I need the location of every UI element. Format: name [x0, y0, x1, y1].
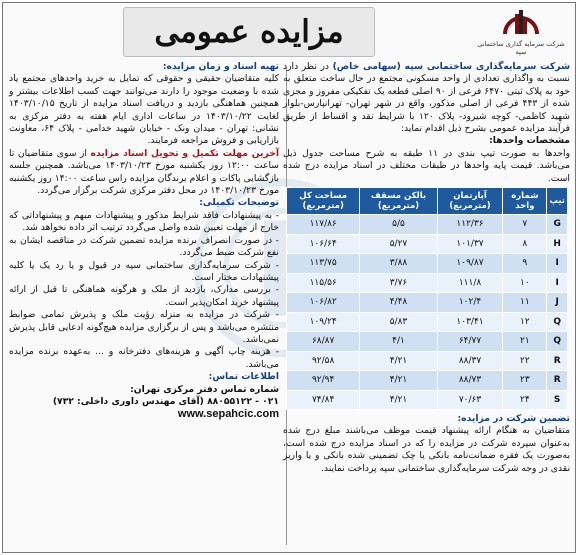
- cell-total: ۱۰۶/۶۴: [287, 234, 360, 254]
- cell-type: Q: [547, 312, 568, 332]
- cell-apt: ۱۱۱/۸: [437, 273, 503, 293]
- table-row: [287, 371, 568, 391]
- guarantee-text: متقاضیان به هنگام ارائه پیشنهاد قیمت موظف می‌باشند مبلغ درج شده به‌عنوان سپرده شرکت در مزایده را که در اسناد مزایده درج شده است، به‌صورت یک فقره ضمانت‌نامه بانکی یا چک تضمینی شده بانکی و یا واریز نقدی در وجه شرکت سرمایه‌گذاری ساختمانی سپه پرداخت نمایند.: [283, 425, 570, 474]
- cell-apt: ۱۱۲/۳۶: [437, 215, 503, 235]
- cell-unit: ۱۱: [503, 293, 547, 313]
- cell-balcony: ۵/۲۷: [360, 234, 437, 254]
- note-item: - بررسی مدارک، بازدید از ملک و هرگونه هماهنگی تا قبل از ارائه پیشنهاد خرید امکان‌پذیر است.: [9, 284, 279, 308]
- table-row: [287, 273, 568, 293]
- cell-type: R: [547, 351, 568, 371]
- cell-apt: ۱۰۹/۸۷: [437, 254, 503, 274]
- cell-unit: ۲۴: [503, 390, 547, 410]
- table-row: [287, 312, 568, 332]
- cell-unit: ۲۱: [503, 332, 547, 352]
- cell-apt: ۱۰۳/۴۱: [437, 312, 503, 332]
- col-total-area: مساحت کل (مترمربع): [287, 188, 360, 215]
- cell-balcony: ۴/۲۱: [360, 390, 437, 410]
- table-row: [287, 351, 568, 371]
- cell-unit: ۱۲: [503, 312, 547, 332]
- cell-balcony: ۴/۴۸: [360, 293, 437, 313]
- guarantee-heading: تضمین شرکت در مزایده:: [457, 413, 570, 425]
- note-item: - شرکت در مزایده به منزله رؤیت ملک و پذیرش تمامی ضوابط منتشره می‌باشد و پس از برگزاری مزایده هیچ‌گونه ادعایی قابل پذیرش نمی‌باشد.: [9, 309, 279, 345]
- company-emblem-icon: [501, 6, 541, 36]
- note-item: - شرکت سرمایه‌گذاری ساختمانی سپه در قبول و یا رد یک یا کلیه پیشنهادات مختار است.: [9, 259, 279, 283]
- deadline-paragraph: [9, 148, 279, 198]
- cell-type: G: [547, 215, 568, 235]
- table-row: [287, 234, 568, 254]
- cell-balcony: ۵/۵: [360, 215, 437, 235]
- cell-apt: ۶۴/۷۷: [437, 332, 503, 352]
- cell-type: J: [547, 293, 568, 313]
- cell-type: H: [547, 234, 568, 254]
- units-table-header: [287, 188, 568, 215]
- cell-unit: ۱۰: [503, 273, 547, 293]
- col-unit-number: شماره واحد: [503, 188, 547, 215]
- cell-type: Q: [547, 332, 568, 352]
- table-row: [287, 293, 568, 313]
- note-item: - هزینه چاپ آگهی و هزینه‌های دفترخانه و ... به‌عهده برنده مزایده می‌باشد.: [9, 346, 279, 370]
- specs-text: واحدها به صورت تیپ بندی در ۱۱ طبقه به شرح مساحت جدول ذیل می‌باشد. قیمت پایه واحدها در طبقات مختلف در اسناد مزایده درج شده است.: [283, 147, 571, 184]
- company-logo: [473, 6, 569, 60]
- cell-total: ۱۱۳/۷۵: [287, 254, 360, 274]
- intro-body: در نظر دارد نسبت به واگذاری تعدادی از واحد مسکونی مجتمع در حال ساخت متعلق به خود به پلاک ثبتی ۶۴۷۰ فرعی از ۹۰ اصلی قطعه یک تفکیکی مفروز و مجزی شده از ۴۴۳ فرعی از اصلی مذکور، واقع در شهر تهران- تهرانپارس-بلوار شهید کاظمی- کوچه شیرود- پلاک ۱۲۰ با شرایط نقد و اقساط از طریق فرآیند مزایده عمومی بشرح ذیل اقدام نماید:: [283, 61, 570, 135]
- cell-apt: ۱۰۲/۴: [437, 293, 503, 313]
- col-balcony-area: بالکن مسقف (مترمربع): [360, 188, 437, 215]
- cell-total: ۷۴/۸۴: [287, 390, 360, 410]
- deadline-text: از سوی متقاضیان تا ساعت ۱۲:۰۰ روز یکشنبه مورخ ۱۴۰۳/۱۰/۲۳ می‌باشد. همچنین جلسه بازگشایی پاکات و اعلام برندگان مزایده راس ساعت ۱۴:۰۰ روز یکشنبه مورخ ۱۴۰۳/۱۰/۲۳ در محل دفتر مرکزی شرکت برگزار می‌گردد.: [9, 147, 279, 197]
- cell-balcony: ۳/۷۶: [360, 273, 437, 293]
- cell-total: ۱۱۵/۵۶: [287, 273, 360, 293]
- deadline-heading: آخرین مهلت تکمیل و تحویل اسناد مزایده: [90, 147, 279, 159]
- table-row: [287, 390, 568, 410]
- table-row: [287, 254, 568, 274]
- cell-apt: ۷۰/۶۳: [437, 390, 503, 410]
- advertisement-page: [2, 2, 576, 553]
- intro-heading: شرکت سرمایه‌گذاری ساختمانی سپه (سهامی خاص): [332, 61, 570, 72]
- right-column: [283, 61, 570, 549]
- units-table: [286, 187, 568, 410]
- cell-unit: ۸: [503, 234, 547, 254]
- cell-unit: ۲۳: [503, 371, 547, 391]
- note-item: - در صورت انصراف برنده مزایده تضمین شرکت در مناقصه ایشان به نفع شرکت ضبط می‌گردد.: [9, 234, 279, 259]
- contact-phone: ۰۲۱ - ۸۸۰۵۵۱۲۲ (آقای مهندس داوری داخلی: ۷۳۲): [52, 395, 279, 407]
- table-row: [287, 332, 568, 352]
- cell-total: ۱۰۶/۸۲: [287, 293, 360, 313]
- notes-heading: توضیحات تکمیلی:: [199, 197, 279, 209]
- cell-total: ۱۰۹/۲۴: [287, 312, 360, 332]
- table-row: [287, 215, 568, 235]
- cell-apt: ۱۰۱/۳۷: [437, 234, 503, 254]
- cell-apt: ۸۸/۳۷: [437, 351, 503, 371]
- docs-text: کلیه متقاضیان حقیقی و حقوقی که تمایل به خرید واحدهای مجتمع یاد شده با وضعیت موجود را دارند می‌توانند جهت کسب اطلاعات بیشتر و همچنین هماهنگی بازدید و دریافت اسناد مزایده از تاریخ ۱۴۰۳/۱۰/۱۵ لغایت ۱۴۰۳/۱۰/۲۲ در ساعات اداری ایام هفته به دفتر مرکزی به نشانی: تهران - میدان ونک - خیابان شهید خدامی - پلاک ۶۴، معاونت بازاریابی و فروش مراجعه فرمایند.: [9, 73, 279, 147]
- cell-balcony: ۴/۲۱: [360, 371, 437, 391]
- col-apartment-area: آپارتمان (مترمربع): [437, 188, 503, 215]
- cell-unit: ۷: [503, 215, 547, 235]
- cell-total: ۹۲/۹۴: [287, 371, 360, 391]
- note-item: - به پیشنهادات فاقد شرایط مذکور و پیشنهادات مبهم و پیشنهاداتی که خارج از مهلت تعیین شده واصل می‌گردد ترتیب اثر داده نخواهد شد.: [9, 209, 279, 234]
- page-title: مزایده عمومی: [123, 7, 375, 57]
- specs-label: مشخصات واحدها:: [489, 135, 570, 147]
- cell-total: ۱۱۷/۸۶: [287, 215, 360, 235]
- docs-heading: تهیه اسناد و زمان مزایده:: [162, 61, 279, 72]
- contact-phone-label: شماره تماس دفتر مرکزی تهران:: [130, 383, 279, 395]
- cell-type: R: [547, 371, 568, 391]
- cell-type: S: [547, 390, 568, 410]
- cell-balcony: ۳/۸۸: [360, 254, 437, 274]
- header: [3, 3, 575, 61]
- cell-balcony: ۴/۱: [360, 332, 437, 352]
- cell-balcony: ۴/۲۱: [360, 351, 437, 371]
- website-link[interactable]: www.sepahcic.com: [177, 408, 279, 421]
- cell-unit: ۲۲: [503, 351, 547, 371]
- cell-type: I: [547, 273, 568, 293]
- cell-balcony: ۵/۸۳: [360, 312, 437, 332]
- cell-type: I: [547, 254, 568, 274]
- cell-total: ۶۸/۸۷: [287, 332, 360, 352]
- left-column: [9, 61, 279, 549]
- cell-apt: ۸۸/۷۳: [437, 371, 503, 391]
- contact-heading: اطلاعات تماس:: [208, 371, 279, 383]
- company-logo-caption: شرکت سرمایه گذاری ساختمانی سپه: [477, 40, 565, 56]
- cell-total: ۹۲/۵۸: [287, 351, 360, 371]
- col-type: تیپ: [547, 188, 568, 215]
- intro-paragraph: [283, 61, 570, 135]
- cell-unit: ۹: [503, 254, 547, 274]
